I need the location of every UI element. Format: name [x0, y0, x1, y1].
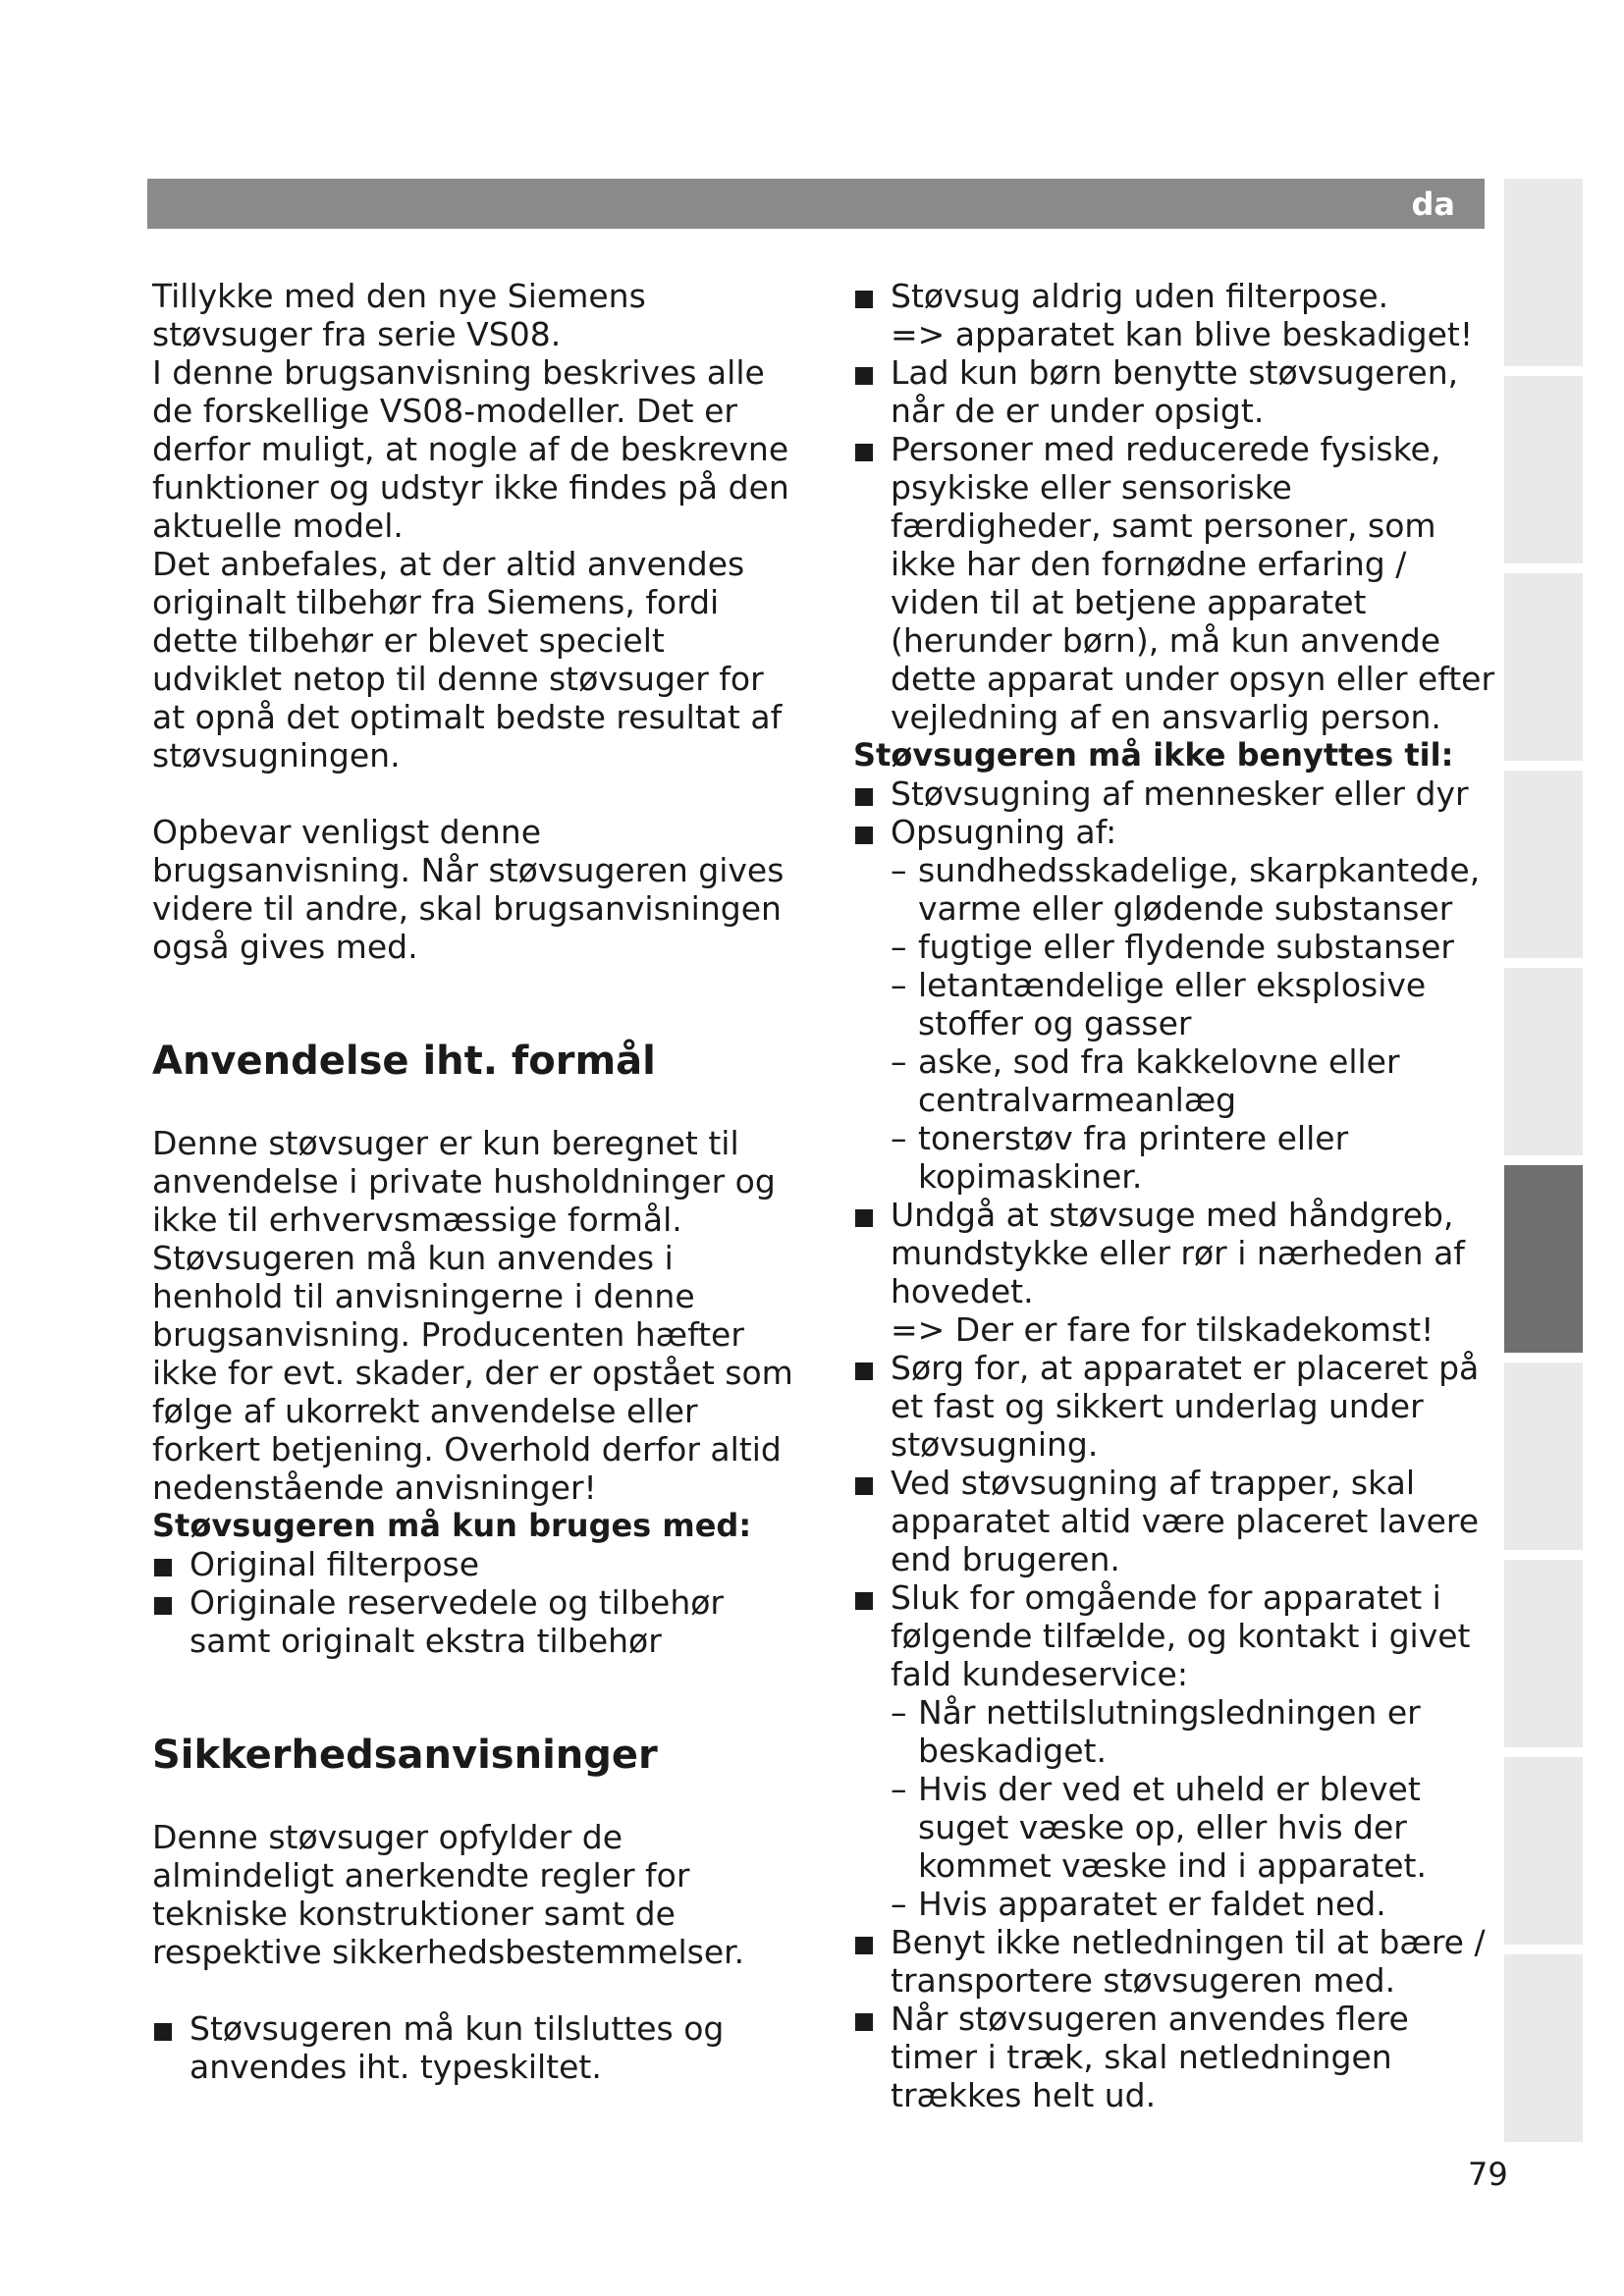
- sub-item-text: tonerstøv fra printere eller kopimaskiner.: [918, 1119, 1349, 1196]
- side-tab: [1504, 1560, 1583, 1747]
- left-column: [152, 277, 800, 2086]
- sub-list-item: [891, 1885, 1501, 1923]
- side-tab: [1504, 376, 1583, 563]
- not-use-list: [853, 774, 1501, 2114]
- accessories-text: Det anbefales, at der altid anvendes originalt tilbehør fra Siemens, fordi dette tilbehør er blevet specielt udviklet netop til denne støvsuger for at opnå det optimalt bedste resultat af støvsugningen.: [152, 545, 783, 774]
- sub-list-item: [891, 1042, 1501, 1119]
- item-text: Sluk for omgående for apparatet i følgende tilfælde, og kontakt i givet fald kundeservice:: [891, 1578, 1471, 1693]
- dash: –: [891, 1693, 907, 1732]
- list-item: Originale reservedele og tilbehør samt originalt ekstra tilbehør: [152, 1583, 800, 1660]
- list-item: Benyt ikke netledningen til at bære / transportere støvsugeren med.: [853, 1923, 1501, 2000]
- side-tabs: [1504, 179, 1583, 2132]
- list-item: [853, 1196, 1501, 1349]
- dash: –: [891, 1042, 907, 1081]
- side-tab: [1504, 573, 1583, 761]
- dash: –: [891, 1885, 907, 1923]
- sub-list-item: [891, 1119, 1501, 1196]
- models-text: I denne brugsanvisning beskrives alle de forskellige VS08-modeller. Det er derfor muligt, at nogle af de beskrevne funktioner og udstyr ikke findes på den aktuelle model.: [152, 353, 789, 545]
- list-item: Personer med reducerede fysiske, psykiske eller sensoriske færdigheder, samt personer, som ikke har den fornødne erfaring / viden til at betjene apparatet (herunder børn), må kun anvende dette apparat under opsyn eller efter vejledning af en ansvarlig person.: [853, 430, 1501, 736]
- dash: –: [891, 1770, 907, 1808]
- safety-heading: Sikkerhedsanvisninger: [152, 1733, 658, 1778]
- list-item: Sørg for, at apparatet er placeret på et fast og sikkert underlag under støvsugning.: [853, 1349, 1501, 1464]
- dash: –: [891, 1119, 907, 1157]
- side-tab: [1504, 1954, 1583, 2142]
- general-safety-list: [853, 277, 1501, 736]
- sub-list-item: [891, 1770, 1501, 1885]
- sub-list: [891, 1693, 1501, 1923]
- dash: –: [891, 928, 907, 966]
- list-item: [853, 813, 1501, 1196]
- safety-text: Denne støvsuger opfylder de almindeligt anerkendte regler for tekniske konstruktioner samt de respektive sikkerhedsbestemmelser.: [152, 1818, 745, 1971]
- side-tab: [1504, 968, 1583, 1155]
- use-with-heading: Støvsugeren må kun bruges med:: [152, 1507, 752, 1544]
- use-with-list: [152, 1545, 800, 1660]
- sub-list-item: [891, 928, 1501, 966]
- sub-item-text: aske, sod fra kakkelovne eller centralvarmeanlæg: [918, 1042, 1400, 1119]
- page-number: 79: [1468, 2156, 1508, 2193]
- list-item: Når støvsugeren anvendes flere timer i træk, skal netledningen trækkes helt ud.: [853, 2000, 1501, 2114]
- sub-item-text: Når nettilslutningsledningen er beskadiget.: [918, 1693, 1421, 1770]
- list-item: [853, 1578, 1501, 1923]
- item-text: Opsugning af:: [891, 813, 1117, 851]
- sub-item-text: sundhedsskadelige, skarpkantede, varme eller glødende substanser: [918, 851, 1481, 928]
- side-tab: [1504, 179, 1583, 366]
- warning-note: => Der er fare for tilskadekomst!: [891, 1310, 1435, 1349]
- list-item: Ved støvsugning af trapper, skal apparatet altid være placeret lavere end brugeren.: [853, 1464, 1501, 1578]
- header-bar: [147, 179, 1485, 229]
- sub-list-item: [891, 1693, 1501, 1770]
- sub-item-text: letantændelige eller eksplosive stoffer og gasser: [918, 966, 1427, 1042]
- intro-text: Tillykke med den nye Siemens støvsuger fra serie VS08.: [152, 277, 646, 353]
- sub-item-text: Hvis apparatet er faldet ned.: [918, 1885, 1386, 1923]
- not-use-heading: Støvsugeren må ikke benyttes til:: [853, 736, 1454, 774]
- warning-note: => apparatet kan blive beskadiget!: [891, 315, 1474, 353]
- dash: –: [891, 966, 907, 1004]
- side-tab: [1504, 771, 1583, 958]
- dash: –: [891, 851, 907, 889]
- list-item: Original filterpose: [152, 1545, 800, 1583]
- side-tab: [1504, 1362, 1583, 1550]
- list-item: Støvsugning af mennesker eller dyr: [853, 774, 1501, 813]
- side-tab: [1504, 1757, 1583, 1945]
- purpose-text: Denne støvsuger er kun beregnet til anvendelse i private husholdninger og ikke til erhvervsmæssige formål. Støvsugeren må kun anvendes i henhold til anvisningerne i denne brugsanvisning. Producenten hæfter ikke for evt. skader, der er opstået som følge af ukorrekt anvendelse eller forkert betjening. Overhold derfor altid nedenstående anvisninger!: [152, 1124, 793, 1507]
- language-label: da: [1411, 186, 1455, 223]
- list-item: Lad kun børn benytte støvsugeren, når de er under opsigt.: [853, 353, 1501, 430]
- sub-list-item: [891, 851, 1501, 928]
- item-text: Støvsug aldrig uden filterpose.: [891, 277, 1389, 315]
- list-item: Støvsugeren må kun tilsluttes og anvendes iht. typeskiltet.: [152, 2009, 800, 2086]
- purpose-heading: Anvendelse iht. formål: [152, 1039, 656, 1084]
- right-column: [853, 277, 1501, 2114]
- side-tab-active: [1504, 1165, 1583, 1353]
- item-text: Undgå at støvsuge med håndgreb, mundstykke eller rør i nærheden af hovedet.: [891, 1196, 1465, 1310]
- safety-list: [152, 2009, 800, 2086]
- sub-item-text: Hvis der ved et uheld er blevet suget væske op, eller hvis der kommet væske ind i apparatet.: [918, 1770, 1427, 1885]
- sub-item-text: fugtige eller flydende substanser: [918, 928, 1454, 966]
- sub-list-item: [891, 966, 1501, 1042]
- list-item: [853, 277, 1501, 353]
- keep-manual-text: Opbevar venligst denne brugsanvisning. Når støvsugeren gives videre til andre, skal brugsanvisningen også gives med.: [152, 813, 785, 966]
- sub-list: [891, 851, 1501, 1196]
